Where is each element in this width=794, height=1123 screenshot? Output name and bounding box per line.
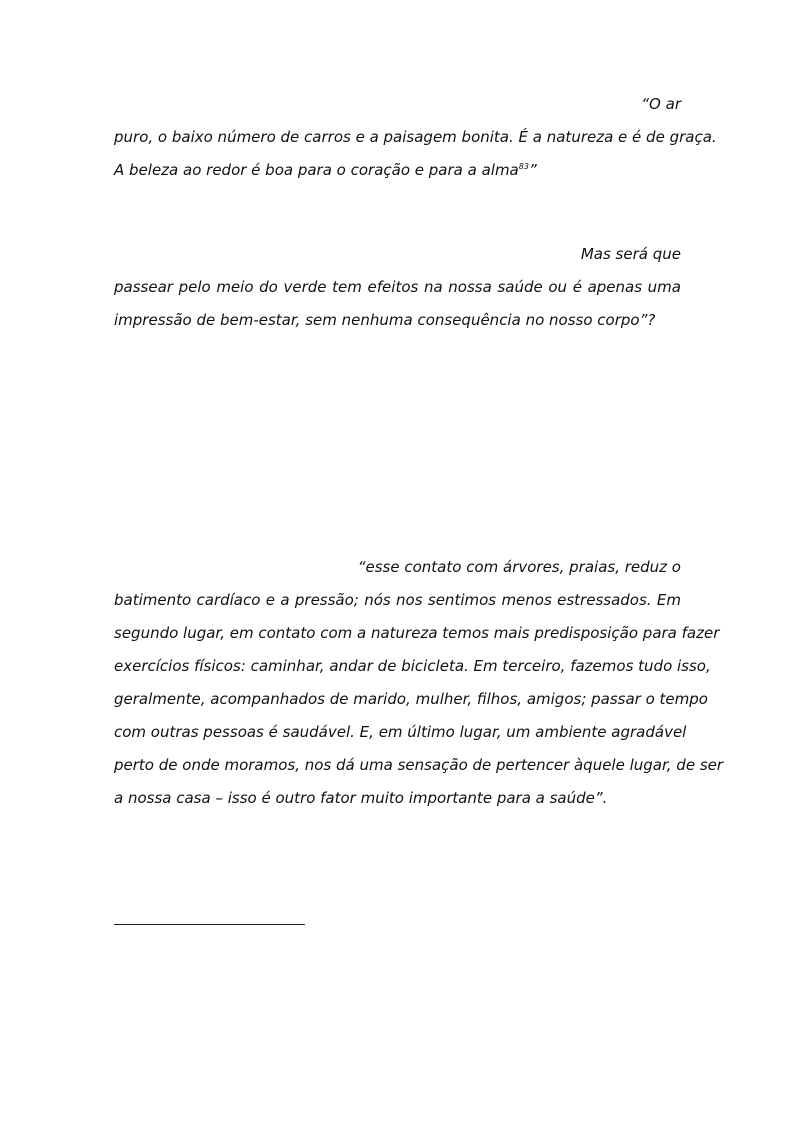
quote-3-line-3: segundo lugar, em contato com a natureza temos mais predisposição para fazer bbox=[114, 624, 720, 642]
paragraph-2-line-1: Mas será que bbox=[580, 245, 681, 263]
quote-1-line-3-text: A beleza ao redor é boa para o coração e para a alma bbox=[114, 161, 519, 179]
quote-1-closing-mark: ” bbox=[528, 161, 537, 179]
quote-3-line-1: “esse contato com árvores, praias, reduz o bbox=[357, 558, 681, 576]
quote-3-line-5: geralmente, acompanhados de marido, mulher, filhos, amigos; passar o tempo bbox=[114, 690, 708, 708]
paragraph-2-line-2: passear pelo meio do verde tem efeitos na nossa saúde ou é apenas uma bbox=[114, 278, 681, 296]
quote-3-line-6: com outras pessoas é saudável. E, em último lugar, um ambiente agradável bbox=[114, 723, 687, 741]
quote-1-line-3 bbox=[114, 154, 681, 187]
quote-1-line-2: puro, o baixo número de carros e a paisagem bonita. É a natureza e é de graça. bbox=[114, 128, 717, 146]
quote-1-line-1: “O ar bbox=[641, 95, 681, 113]
quote-3-line-4: exercícios físicos: caminhar, andar de bicicleta. Em terceiro, fazemos tudo isso, bbox=[114, 657, 711, 675]
footnote-separator bbox=[114, 924, 305, 925]
paragraph-2-line-3: impressão de bem-estar, sem nenhuma consequência no nosso corpo”? bbox=[114, 311, 656, 329]
quote-3-line-7: perto de onde moramos, nos dá uma sensação de pertencer àquele lugar, de ser bbox=[114, 756, 724, 774]
quote-3-line-8: a nossa casa – isso é outro fator muito importante para a saúde”. bbox=[114, 789, 608, 807]
footnote-ref-83[interactable]: 83 bbox=[518, 162, 529, 171]
quote-3-line-2: batimento cardíaco e a pressão; nós nos sentimos menos estressados. Em bbox=[114, 591, 681, 609]
